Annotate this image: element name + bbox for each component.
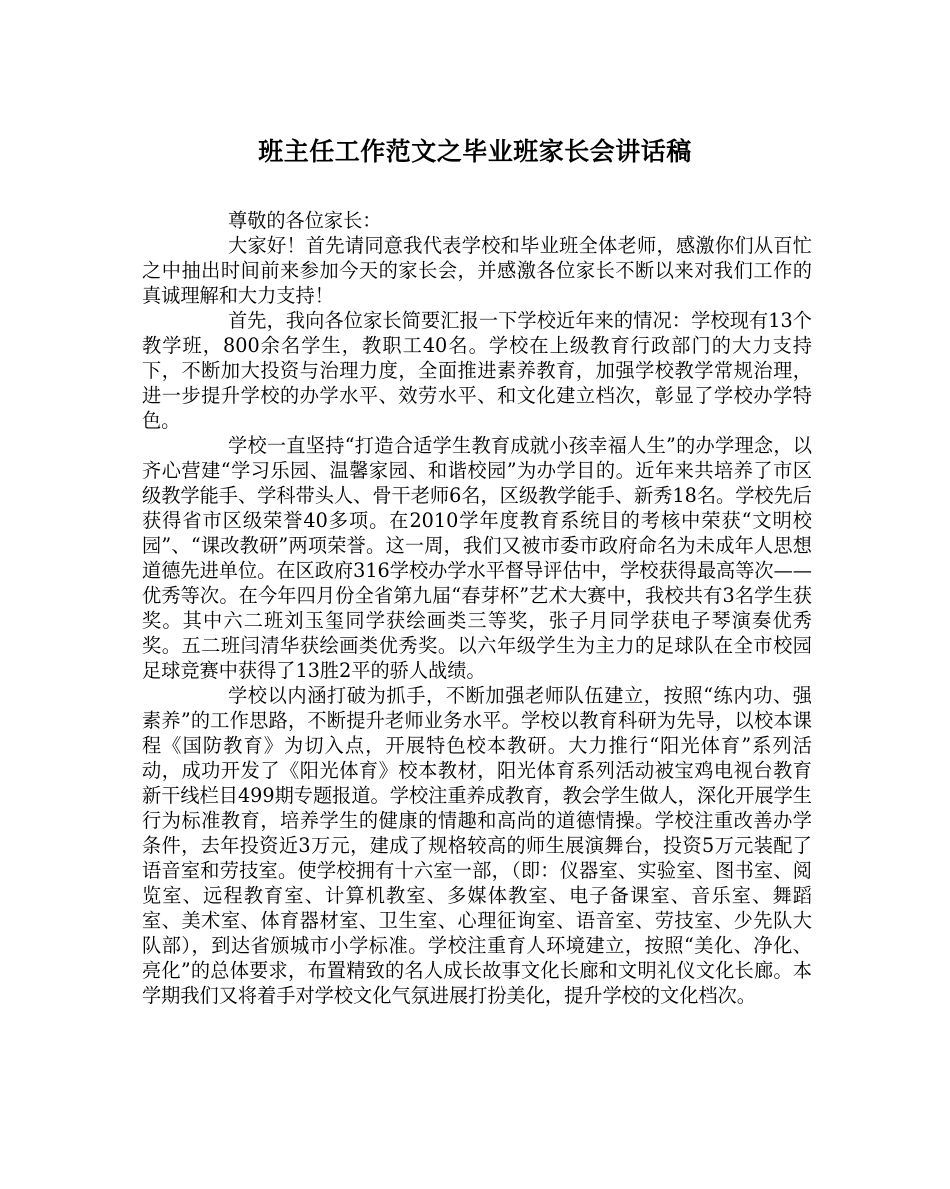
paragraph-achievements: 学校一直坚持“打造合适学生教育成就小孩幸福人生”的办学理念，以齐心营建“学习乐园、温馨家园、和谐校园”为办学目的。近年来共培养了市区级教学能手、学科带头人、骨干老师6名，区级教学能手、新秀18名。学校先后获得省市区级荣誉40多项。在2010学年度教育系统目的考核中荣获“文明校园”、“课改教研”两项荣誉。这一周，我们又被市委市政府命名为未成年人思想道德先进单位。在区政府316学校办学水平督导评估中，学校获得最高等次——优秀等次。在今年四月份全省第九届“春芽杯”艺术大赛中，我校共有3名学生获奖。其中六二班刘玉玺同学获绘画类三等奖，张子月同学获电子琴演奏优秀奖。五二班闫清华获绘画类优秀奖。以六年级学生为主力的足球队在全市校园足球竞赛中获得了13胜2平的骄人战绩。 [142,434,812,682]
paragraph-development: 学校以内涵打破为抓手，不断加强老师队伍建立，按照“练内功、强素养”的工作思路，不断提升老师业务水平。学校以教育科研为先导，以校本课程《国防教育》为切入点，开展特色校本教研。大力推行“阳光体育”系列活动，成功开发了《阳光体育》校本教材，阳光体育系列活动被宝鸡电视台教育新干线栏目499期专题报道。学校注重养成教育，教会学生做人，深化开展学生行为标准教育，培养学生的健康的情趣和高尚的道德情操。学校注重改善办学条件，去年投资近3万元，建成了规格较高的师生展演舞台，投资5万元装配了语音室和劳技室。使学校拥有十六室一部，（即：仪器室、实验室、图书室、阅览室、远程教育室、计算机教室、多媒体教室、电子备课室、音乐室、舞蹈室、美术室、体育器材室、卫生室、心理征询室、语音室、劳技室、少先队大队部），到达省颁城市小学标准。学校注重育人环境建立，按照“美化、净化、亮化”的总体要求，布置精致的名人成长故事文化长廊和文明礼仪文化长廊。本学期我们又将着手对学校文化气氛进展打扮美化，提升学校的文化档次。 [142,684,812,1007]
paragraph-school-overview: 首先，我向各位家长简要汇报一下学校近年来的情况：学校现有13个教学班，800余名学生，教职工40名。学校在上级教育行政部门的大力支持下，不断加大投资与治理力度，全面推进素养教育，加强学校教学常规治理，进一步提升学校的办学水平、效劳水平、和文化建立档次，彰显了学校办学特色。 [142,309,812,432]
document-body [142,208,812,1008]
salutation: 尊敬的各位家长： [228,209,382,232]
paragraph-greeting: 大家好！首先请同意我代表学校和毕业班全体老师，感激你们从百忙之中抽出时间前来参加今天的家长会，并感激各位家长不断以来对我们工作的真诚理解和大力支持！ [142,234,812,307]
document-title: 班主任工作范文之毕业班家长会讲话稿 [258,137,692,166]
